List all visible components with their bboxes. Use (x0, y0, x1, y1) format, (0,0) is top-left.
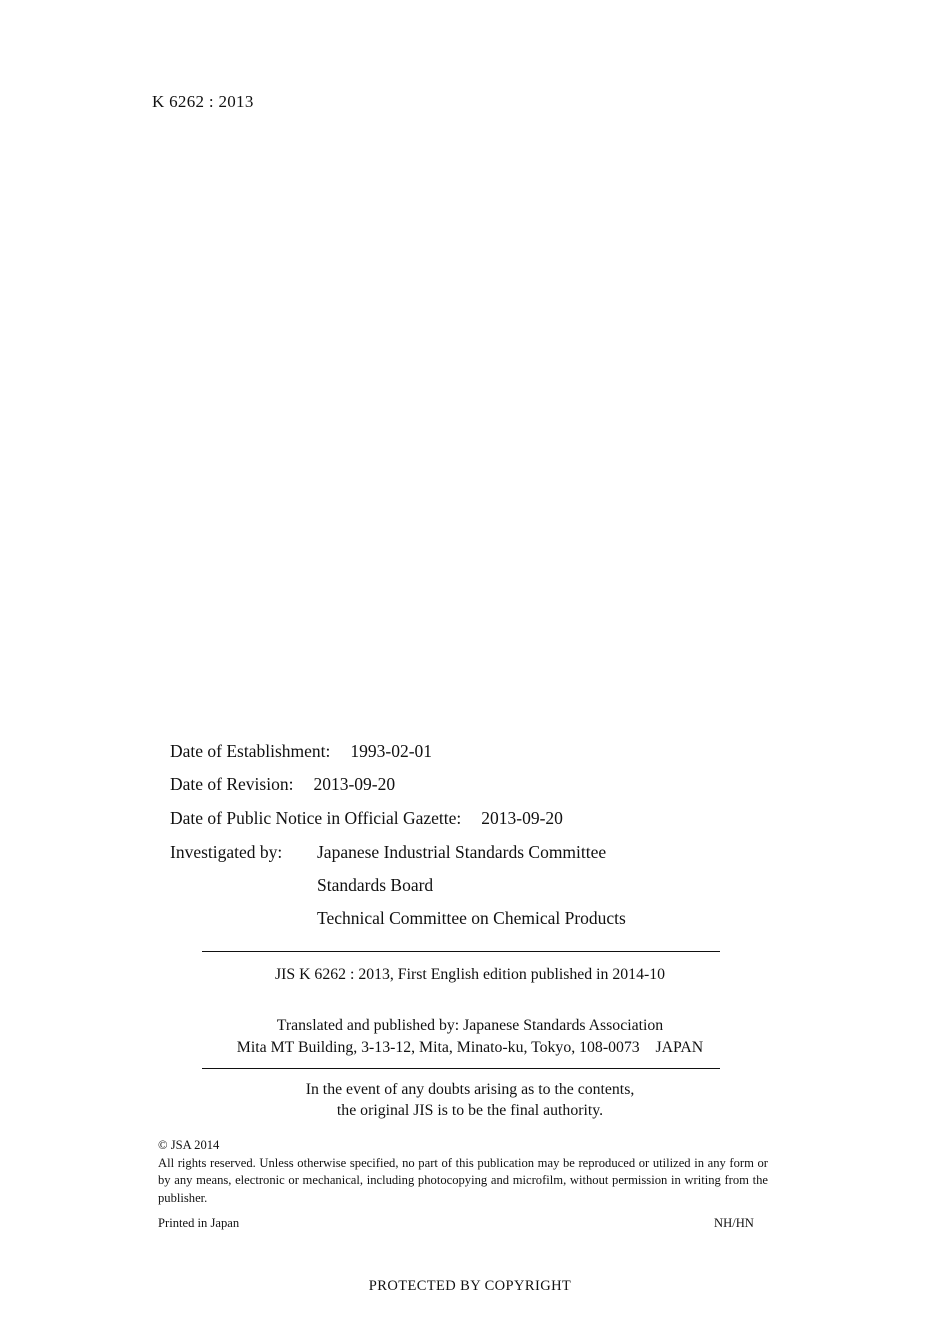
divider (202, 951, 720, 952)
copyright-notice: © JSA 2014 (158, 1138, 220, 1152)
edition-line: JIS K 6262 : 2013, First English edition published in 2014-10 (274, 966, 666, 983)
printed-in: Printed in Japan (158, 1216, 240, 1230)
investigating-body: Technical Committee on Chemical Products (317, 908, 626, 928)
investigating-body: Standards Board (317, 875, 434, 895)
publisher-line: Translated and published by: Japanese Standards Association (276, 1017, 664, 1034)
publisher-address: Mita MT Building, 3-13-12, Mita, Minato-ku, Tokyo, 108-0073 JAPAN (236, 1039, 704, 1056)
establishment-row (170, 741, 432, 762)
copyright-block (158, 1137, 768, 1207)
authority-line: the original JIS is to be the final authority. (336, 1102, 604, 1119)
authority-line: In the event of any doubts arising as to the contents, (305, 1081, 635, 1098)
editor-initials: NH/HN (714, 1216, 754, 1230)
revision-label: Date of Revision: (170, 774, 294, 794)
revision-value: 2013-09-20 (313, 774, 396, 794)
gazette-row (170, 808, 563, 829)
gazette-label: Date of Public Notice in Official Gazette: (170, 808, 462, 828)
copyright-footer: PROTECTED BY COPYRIGHT (368, 1278, 572, 1294)
standard-code: K 6262 : 2013 (152, 92, 254, 111)
establishment-label: Date of Establishment: (170, 741, 331, 761)
establishment-value: 1993-02-01 (350, 741, 433, 761)
investigated-by-label: Investigated by: (170, 842, 283, 862)
revision-row (170, 774, 395, 795)
investigating-body: Japanese Industrial Standards Committee (317, 842, 607, 862)
divider (202, 1068, 720, 1069)
gazette-value: 2013-09-20 (481, 808, 563, 828)
rights-statement: All rights reserved. Unless otherwise specified, no part of this publication may be reproduced or utilized in any form or by any means, electronic or mechanical, including photocopying and microfilm, without permission in writing from the publisher. (158, 1155, 768, 1205)
